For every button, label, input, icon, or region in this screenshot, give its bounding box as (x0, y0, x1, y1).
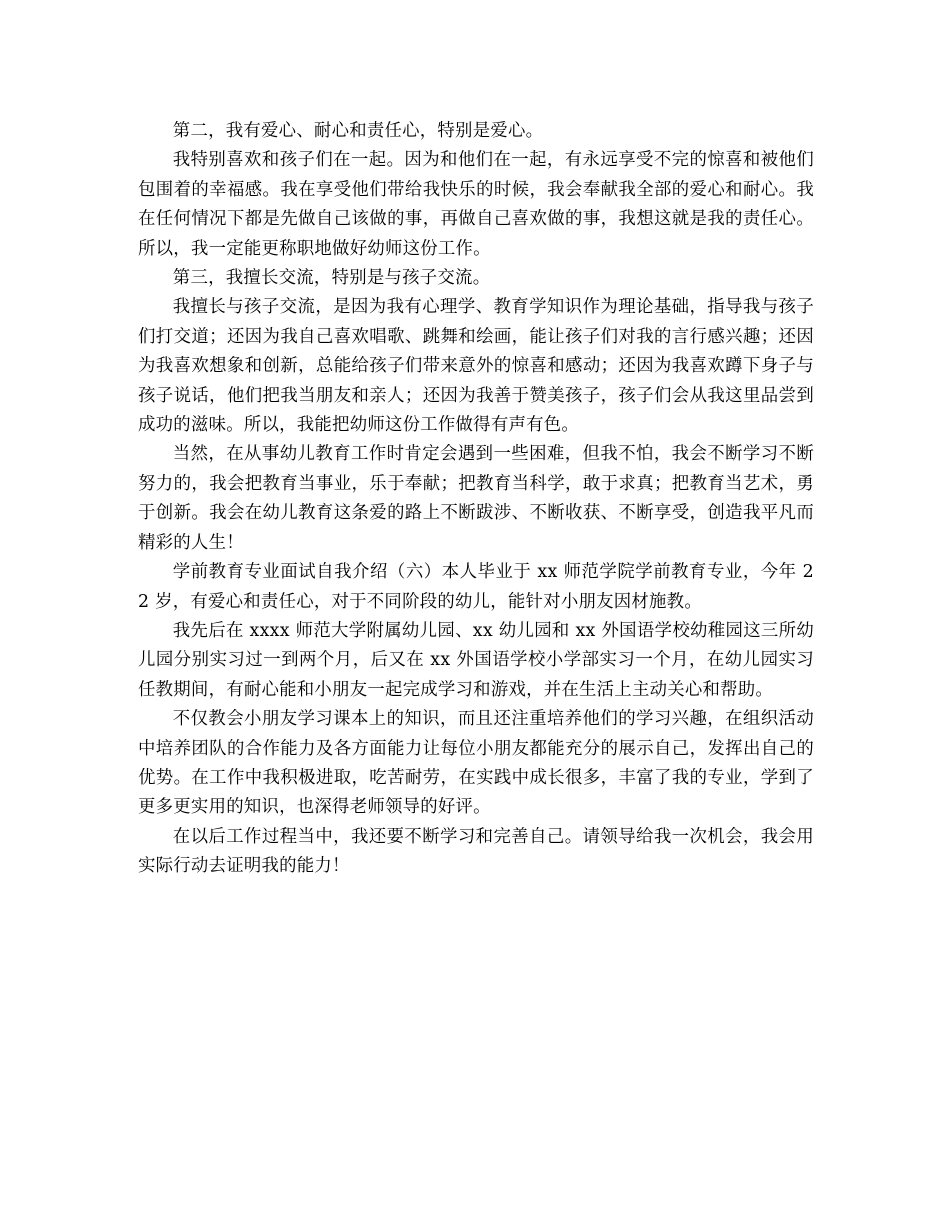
document-page (138, 117, 814, 882)
paragraph: 第二，我有爱心、耐心和责任心，特别是爱心。 (172, 121, 544, 141)
paragraph: 不仅教会小朋友学习课本上的知识，而且还注重培养他们的学习兴趣，在组织活动中培养团队的合作能力及各方面能力让每位小朋友都能充分的展示自己，发挥出自己的优势。在工作中我积极进取，吃苦耐劳，在实践中成长很多，丰富了我的专业，学到了更多更实用的知识，也深得老师领导的好评。 (138, 709, 814, 818)
paragraph: 在以后工作过程当中，我还要不断学习和完善自己。请领导给我一次机会，我会用实际行动去证明我的能力！ (138, 826, 814, 877)
paragraph: 我擅长与孩子交流，是因为我有心理学、教育学知识作为理论基础，指导我与孩子们打交道；还因为我自己喜欢唱歌、跳舞和绘画，能让孩子们对我的言行感兴趣；还因为我喜欢想象和创新，总能给孩子们带来意外的惊喜和感动；还因为我喜欢蹲下身子与孩子说话，他们把我当朋友和亲人；还因为我善于赞美孩子，孩子们会从我这里品尝到成功的滋味。所以，我能把幼师这份工作做得有声有色。 (138, 297, 814, 436)
paragraph: 我特别喜欢和孩子们在一起。因为和他们在一起，有永远享受不完的惊喜和被他们包围着的幸福感。我在享受他们带给我快乐的时候，我会奉献我全部的爱心和耐心。我在任何情况下都是先做自己该做的事，再做自己喜欢做的事，我想这就是我的责任心。所以，我一定能更称职地做好幼师这份工作。 (138, 150, 814, 259)
paragraph: 学前教育专业面试自我介绍（六）本人毕业于 xx 师范学院学前教育专业，今年 22 岁，有爱心和责任心，对于不同阶段的幼儿，能针对小朋友因材施教。 (138, 562, 814, 612)
paragraph: 我先后在 xxxx 师范大学附属幼儿园、xx 幼儿园和 xx 外国语学校幼稚园这三所幼儿园分别实习过一到两个月，后又在 xx 外国语学校小学部实习一个月，在幼儿园实习任教期间，有耐心能和小朋友一起完成学习和游戏，并在生活上主动关心和帮助。 (138, 620, 814, 700)
paragraph: 第三，我擅长交流，特别是与孩子交流。 (172, 268, 491, 289)
paragraph: 当然，在从事幼儿教育工作时肯定会遇到一些困难，但我不怕，我会不断学习不断努力的，我会把教育当事业，乐于奉献；把教育当科学，敢于求真；把教育当艺术，勇于创新。我会在幼儿教育这条爱的路上不断跋涉、不断收获、不断享受，创造我平凡而精彩的人生！ (138, 444, 814, 553)
